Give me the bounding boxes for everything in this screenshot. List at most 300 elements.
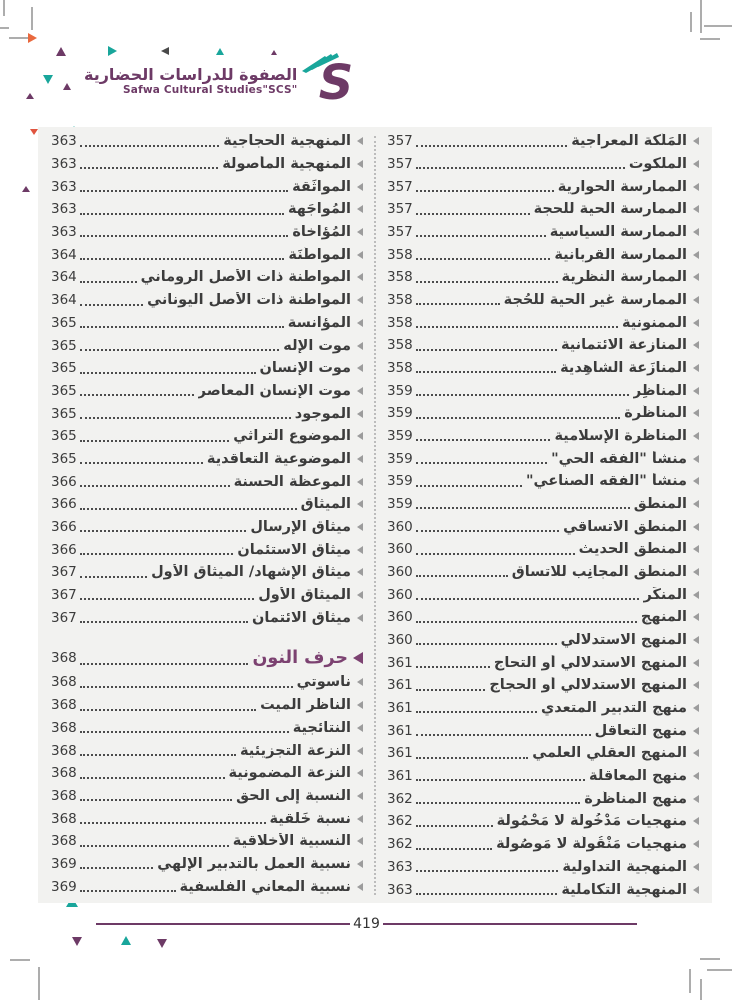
page-ref: 360 <box>387 632 413 649</box>
entry-triangle-icon <box>693 795 699 803</box>
dotted-leader <box>80 440 229 442</box>
page-ref: 365 <box>51 382 77 399</box>
page-ref: 366 <box>51 519 77 536</box>
entry-triangle-icon <box>693 341 699 349</box>
index-row <box>387 515 699 538</box>
index-row <box>387 833 699 856</box>
crop-mark <box>700 38 720 40</box>
index-term: المنهجية المأصولة <box>222 156 351 173</box>
entry-triangle-icon <box>693 477 699 485</box>
index-term: الملكوت <box>628 156 687 172</box>
dotted-leader <box>416 575 508 577</box>
index-row <box>51 198 363 221</box>
index-row <box>387 674 699 697</box>
index-term: المواثَقة <box>292 178 351 195</box>
entry-triangle-icon <box>693 636 699 644</box>
dotted-leader <box>80 190 288 192</box>
index-term: موت الإنسان المعاصر <box>197 382 351 399</box>
index-row <box>387 470 699 493</box>
index-term: الموضوع التراثي <box>233 428 351 445</box>
entry-triangle-icon <box>357 815 363 823</box>
dotted-leader <box>416 553 575 555</box>
dotted-leader <box>80 235 289 237</box>
dotted-leader <box>416 439 551 441</box>
dotted-leader <box>416 258 551 260</box>
page-ref: 358 <box>387 337 413 354</box>
index-row <box>387 357 699 380</box>
index-term: الممنونية <box>621 314 687 331</box>
entry-triangle-icon <box>693 613 699 621</box>
entry-triangle-icon <box>357 251 363 259</box>
safwa-s-book-logo-icon <box>302 52 366 110</box>
index-panel <box>38 127 712 903</box>
entry-triangle-icon <box>357 500 363 508</box>
entry-triangle-icon <box>693 772 699 780</box>
index-row <box>51 243 363 266</box>
entry-triangle-icon <box>357 273 363 281</box>
entry-triangle-icon <box>357 568 363 576</box>
page-ref: 365 <box>51 314 77 331</box>
index-row <box>51 830 363 853</box>
entry-triangle-icon <box>357 455 363 463</box>
index-row <box>51 221 363 244</box>
page-ref: 368 <box>51 833 77 850</box>
entry-triangle-icon <box>693 523 699 531</box>
dotted-leader <box>80 213 284 215</box>
entry-triangle-icon <box>357 769 363 777</box>
entry-triangle-icon <box>693 251 699 259</box>
entry-triangle-icon <box>693 183 699 191</box>
page-ref: 365 <box>51 360 77 377</box>
index-row <box>51 606 363 629</box>
crop-mark <box>689 969 691 993</box>
index-term: موت الإله <box>283 337 351 354</box>
svg-text:S: S <box>319 55 354 106</box>
index-term: الممارسة الحوارية <box>557 178 687 195</box>
index-row <box>51 717 363 740</box>
index-term: النزعة التجزيئية <box>240 742 351 759</box>
entry-triangle-icon <box>357 860 363 868</box>
index-term: ميثاق الائتمان <box>252 609 351 626</box>
index-row <box>387 856 699 879</box>
section-header-row <box>51 644 363 671</box>
crop-mark <box>3 0 5 16</box>
dotted-leader <box>416 779 585 781</box>
page-ref: 360 <box>387 564 413 581</box>
entry-triangle-icon <box>693 455 699 463</box>
index-term: المُواجَهة <box>287 201 351 218</box>
page-ref: 368 <box>51 765 77 782</box>
page-ref: 357 <box>387 133 413 150</box>
page-ref: 359 <box>387 428 413 445</box>
dotted-leader <box>416 621 637 623</box>
entry-triangle-icon <box>693 364 699 372</box>
triangle-decoration <box>72 937 82 946</box>
page-ref: 360 <box>387 518 413 535</box>
page-ref: 359 <box>387 473 413 490</box>
entry-triangle-icon <box>693 681 699 689</box>
page-ref: 368 <box>51 810 77 827</box>
dotted-leader <box>80 777 225 779</box>
page-ref: 367 <box>51 564 77 581</box>
page-ref: 357 <box>387 201 413 218</box>
entry-triangle-icon <box>693 863 699 871</box>
index-row <box>51 762 363 785</box>
dotted-leader <box>80 462 203 464</box>
index-row <box>51 448 363 471</box>
index-term: المنطق <box>633 496 687 513</box>
entry-triangle-icon <box>693 840 699 848</box>
index-row <box>51 357 363 380</box>
index-row <box>387 583 699 606</box>
dotted-leader <box>416 870 559 872</box>
entry-triangle-icon <box>357 837 363 845</box>
entry-triangle-icon <box>357 410 363 418</box>
page-ref: 365 <box>51 405 77 422</box>
triangle-decoration <box>43 75 53 84</box>
index-row <box>387 402 699 425</box>
index-row <box>387 765 699 788</box>
dotted-leader <box>80 598 254 600</box>
index-row <box>51 130 363 153</box>
page-ref: 358 <box>387 269 413 286</box>
section-triangle-icon <box>353 652 363 664</box>
index-term: المنهج الاستدلالي <box>560 632 687 649</box>
page-ref: 365 <box>51 337 77 354</box>
dotted-leader <box>416 530 559 532</box>
entry-triangle-icon <box>357 724 363 732</box>
page-ref: 359 <box>387 382 413 399</box>
index-row <box>51 402 363 425</box>
dotted-leader <box>416 711 537 713</box>
entry-triangle-icon <box>357 228 363 236</box>
index-row <box>387 266 699 289</box>
dotted-leader <box>80 417 291 419</box>
dotted-leader <box>80 867 154 869</box>
dotted-leader <box>416 394 629 396</box>
dotted-leader <box>416 598 640 600</box>
entry-triangle-icon <box>693 568 699 576</box>
index-term: الموجود <box>294 405 351 422</box>
index-row <box>51 853 363 876</box>
entry-triangle-icon <box>357 747 363 755</box>
dotted-leader <box>80 145 219 147</box>
dotted-leader <box>80 553 234 555</box>
index-term: المواطنة ذات الأصل الروماني <box>140 269 351 286</box>
index-row <box>387 787 699 810</box>
index-term: النسبة إلى الحق <box>236 787 351 804</box>
entry-triangle-icon <box>693 319 699 327</box>
page-ref: 361 <box>387 700 413 717</box>
footer-rule-right <box>383 923 637 925</box>
page-ref: 361 <box>387 722 413 739</box>
dotted-leader <box>80 258 285 260</box>
index-term: النسبية الأخلاقية <box>232 833 351 850</box>
crop-mark <box>38 967 40 1000</box>
entry-triangle-icon <box>357 678 363 686</box>
dotted-leader <box>80 485 230 487</box>
index-row <box>387 878 699 901</box>
index-term: الموضوعية التعاقدية <box>206 450 351 467</box>
publisher-logo <box>84 52 366 110</box>
crop-mark <box>10 959 30 961</box>
dotted-leader <box>416 145 567 147</box>
index-term: الموعظة الحسنة <box>233 473 351 490</box>
triangle-decoration <box>63 83 71 90</box>
index-term: منهج التعاقل <box>594 722 687 739</box>
column-divider <box>374 136 376 895</box>
dotted-leader <box>416 462 547 464</box>
page-ref: 367 <box>51 587 77 604</box>
page-ref: 361 <box>387 768 413 785</box>
index-term: المنهجية الحجاجية <box>223 133 351 150</box>
dotted-leader <box>416 281 558 283</box>
index-row <box>51 153 363 176</box>
dotted-leader <box>80 508 297 510</box>
index-term: ميثاق الإرسال <box>250 519 351 536</box>
index-row <box>387 221 699 244</box>
entry-triangle-icon <box>693 500 699 508</box>
index-row <box>51 561 363 584</box>
index-row <box>51 739 363 762</box>
index-row <box>51 312 363 335</box>
page-ref: 368 <box>51 697 77 714</box>
crop-mark <box>0 27 9 29</box>
index-row <box>51 694 363 717</box>
index-term: ناسوتي <box>296 674 351 691</box>
index-row <box>387 561 699 584</box>
page-ref: 362 <box>387 813 413 830</box>
page-ref: 358 <box>387 246 413 263</box>
index-term: منشأ "الفقه الحي" <box>551 450 687 467</box>
publisher-name-arabic: الصفوة للدراسات الحضارية <box>84 64 298 84</box>
index-term: موت الإنسان <box>259 360 351 377</box>
page-ref: 361 <box>387 745 413 762</box>
dotted-leader <box>80 822 266 824</box>
entry-triangle-icon <box>357 319 363 327</box>
index-row <box>387 606 699 629</box>
page-ref: 358 <box>387 360 413 377</box>
index-term: المنازَعة الشاهِدية <box>560 360 687 377</box>
page-ref: 357 <box>387 224 413 241</box>
entry-triangle-icon <box>357 432 363 440</box>
index-row <box>387 719 699 742</box>
page-ref: 361 <box>387 654 413 671</box>
crop-mark <box>31 7 33 30</box>
index-row <box>51 584 363 607</box>
page-ref: 368 <box>51 787 77 804</box>
crop-mark <box>700 958 720 960</box>
entry-triangle-icon <box>357 591 363 599</box>
dotted-leader <box>80 576 147 578</box>
entry-triangle-icon <box>693 659 699 667</box>
dotted-leader <box>416 893 558 895</box>
page-ref: 369 <box>51 855 77 872</box>
page-ref: 358 <box>387 314 413 331</box>
index-term: الممارسة الحية للحجة <box>533 201 687 218</box>
entry-triangle-icon <box>693 205 699 213</box>
dotted-leader <box>80 394 194 396</box>
index-term: الممارسة النظرية <box>561 269 687 286</box>
index-term: الممارسة القربانية <box>554 246 687 263</box>
index-term: منهج المعاقلة <box>589 768 687 785</box>
page-ref: 369 <box>51 878 77 895</box>
index-term: المنطق المجانِب للاتساق <box>511 564 687 581</box>
dotted-leader <box>416 734 591 736</box>
publisher-logo-text <box>84 66 297 96</box>
index-row <box>51 334 363 357</box>
entry-triangle-icon <box>357 523 363 531</box>
entry-triangle-icon <box>693 160 699 168</box>
entry-triangle-icon <box>357 478 363 486</box>
index-term: نسبة خَلْقية <box>269 810 351 827</box>
page-ref: 364 <box>51 246 77 263</box>
index-row <box>387 810 699 833</box>
dotted-leader <box>80 663 249 665</box>
crop-mark <box>700 979 702 1000</box>
entry-triangle-icon <box>357 296 363 304</box>
index-term: نسبية المعاني الفلسفية <box>179 878 351 895</box>
index-row <box>387 425 699 448</box>
dotted-leader <box>80 372 256 374</box>
page-ref: 366 <box>51 541 77 558</box>
dotted-leader <box>80 349 280 351</box>
page-ref: 368 <box>51 742 77 759</box>
dotted-leader <box>416 666 490 668</box>
index-term: المَلَكة المعراجية <box>571 133 687 150</box>
page-ref: 366 <box>51 473 77 490</box>
index-term: المنهج <box>640 609 687 626</box>
page-ref: 363 <box>51 178 77 195</box>
entry-triangle-icon <box>693 432 699 440</box>
orange-arrow-icon <box>28 33 37 43</box>
index-row <box>387 153 699 176</box>
entry-triangle-icon <box>693 409 699 417</box>
entry-triangle-icon <box>693 545 699 553</box>
page-ref: 363 <box>51 156 77 173</box>
entry-triangle-icon <box>693 228 699 236</box>
index-row <box>51 289 363 312</box>
entry-triangle-icon <box>357 137 363 145</box>
index-row <box>387 243 699 266</box>
entry-triangle-icon <box>357 387 363 395</box>
dotted-leader <box>80 281 137 283</box>
index-term: الميثاق <box>300 496 351 513</box>
page-footer <box>96 916 637 932</box>
dotted-leader <box>416 213 530 215</box>
index-term: النزعة المضمونية <box>228 765 351 782</box>
page-ref: 367 <box>51 609 77 626</box>
index-row <box>51 671 363 694</box>
index-row <box>387 697 699 720</box>
index-column-left <box>51 130 363 901</box>
folio-page-number: 419 <box>353 916 380 932</box>
index-row <box>51 175 363 198</box>
page-ref: 364 <box>51 269 77 286</box>
page-ref: 358 <box>387 292 413 309</box>
entry-triangle-icon <box>693 704 699 712</box>
entry-triangle-icon <box>693 273 699 281</box>
index-row <box>387 629 699 652</box>
dotted-leader <box>416 825 493 827</box>
page-ref: 363 <box>51 224 77 241</box>
entry-triangle-icon <box>357 792 363 800</box>
dotted-leader <box>416 689 486 691</box>
index-row <box>387 334 699 357</box>
index-term: المواطَنَة <box>288 246 351 263</box>
crop-mark <box>700 0 702 33</box>
dotted-leader <box>80 709 256 711</box>
index-row <box>51 807 363 830</box>
entry-triangle-icon <box>693 727 699 735</box>
page-ref: 362 <box>387 836 413 853</box>
index-term: المنهج الاستدلالي أو التحاج <box>493 654 687 671</box>
triangle-decoration <box>22 186 30 192</box>
entry-triangle-icon <box>357 883 363 891</box>
dotted-leader <box>80 754 236 756</box>
index-row <box>51 380 363 403</box>
index-term: المواطنة ذات الأصل اليوناني <box>147 292 351 309</box>
page-ref: 368 <box>51 674 77 691</box>
publisher-name-english: Safwa Cultural Studies"SCS" <box>123 84 298 97</box>
index-term: الممارسة غير الحية للحُجة <box>503 292 687 309</box>
index-row <box>387 493 699 516</box>
dotted-leader <box>416 802 581 804</box>
dotted-leader <box>416 349 557 351</box>
index-row <box>51 516 363 539</box>
page-ref: 365 <box>51 428 77 445</box>
index-row <box>387 447 699 470</box>
dotted-leader <box>80 890 176 892</box>
dotted-leader <box>416 235 546 237</box>
index-term: الناظر الميت <box>260 697 351 714</box>
page-ref: 363 <box>51 133 77 150</box>
page-ref: 368 <box>51 719 77 736</box>
footer-rule-left <box>96 923 350 925</box>
entry-triangle-icon <box>693 296 699 304</box>
index-term: المناظرة الإسلامية <box>554 428 687 445</box>
page-ref: 359 <box>387 405 413 422</box>
dotted-leader <box>416 303 500 305</box>
dotted-leader <box>80 686 293 688</box>
index-term: منهج التدبير المتعدي <box>540 700 687 717</box>
index-row <box>51 875 363 898</box>
page-ref: 363 <box>51 201 77 218</box>
index-term: المُؤاخاة <box>292 224 351 241</box>
index-row <box>387 289 699 312</box>
dotted-leader <box>80 167 218 169</box>
dotted-leader <box>416 326 618 328</box>
index-row <box>387 198 699 221</box>
dotted-leader <box>80 845 229 847</box>
dotted-leader <box>416 848 492 850</box>
index-term: المنطق الاتساقي <box>563 518 687 535</box>
index-term: منهج المناظَرة <box>584 790 687 807</box>
index-term: المنكَر <box>643 586 687 603</box>
index-term: المؤانسة <box>287 314 351 331</box>
index-row <box>387 311 699 334</box>
triangle-decoration <box>26 93 34 99</box>
index-row <box>51 425 363 448</box>
index-term: الممارسة السياسية <box>549 224 687 241</box>
dotted-leader <box>80 530 247 532</box>
dotted-leader <box>416 190 554 192</box>
index-term: المنهج الاستدلالي أو الحجاج <box>489 677 687 694</box>
dotted-leader <box>80 326 284 328</box>
dotted-leader <box>416 417 620 419</box>
section-title: حرف النون <box>252 647 348 668</box>
index-term: ميثاق الإشهاد/ الميثاق الأول <box>151 564 351 581</box>
